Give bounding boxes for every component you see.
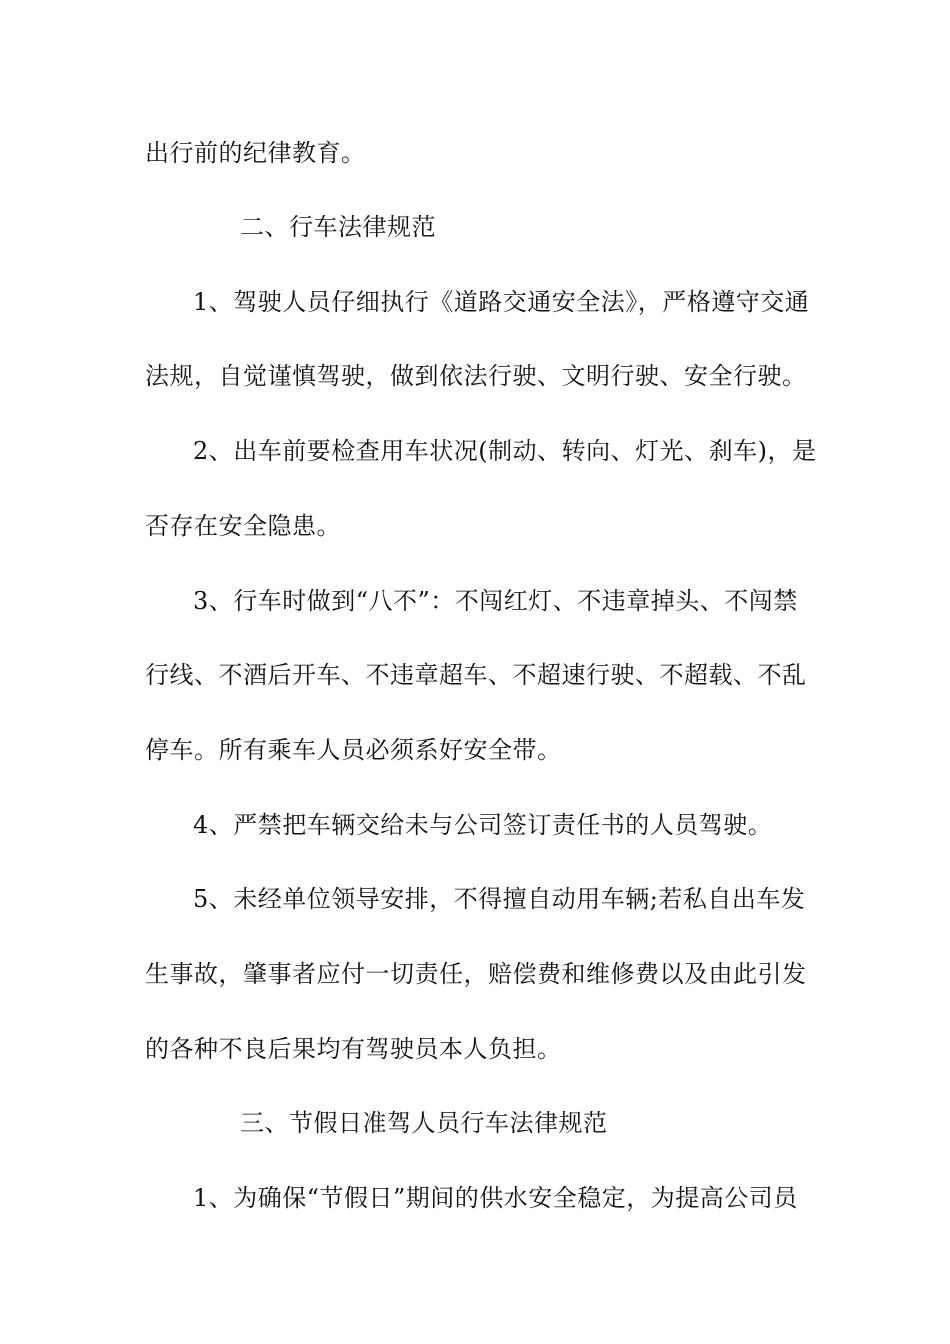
paragraph-line: 1、为确保“节假日”期间的供水安全稳定，为提高公司员 (193, 1184, 798, 1212)
section-heading: 二、行车法律规范 (240, 213, 436, 241)
paragraph-line: 1、驾驶人员仔细执行《道路交通安全法》，严格遵守交通 (193, 288, 810, 316)
paragraph-line: 2、出车前要检查用车状况(制动、转向、灯光、刹车)，是 (193, 437, 817, 465)
paragraph-line: 停车。所有乘车人员必须系好安全带。 (145, 736, 562, 764)
section-heading: 三、节假日准驾人员行车法律规范 (240, 1109, 608, 1137)
paragraph-line: 3、行车时做到“八不”：不闯红灯、不违章掉头、不闯禁 (193, 587, 798, 615)
paragraph-line: 的各种不良后果均有驾驶员本人负担。 (145, 1035, 562, 1063)
paragraph-line: 行线、不酒后开车、不违章超车、不超速行驶、不超载、不乱 (145, 661, 807, 689)
paragraph-line: 4、严禁把车辆交给未与公司签订责任书的人员驾驶。 (193, 811, 773, 839)
paragraph-line: 出行前的纪律教育。 (145, 139, 366, 167)
paragraph-line: 5、未经单位领导安排，不得擅自动用车辆;若私自出车发 (193, 885, 806, 913)
paragraph-line: 法规，自觉谨慎驾驶，做到依法行驶、文明行驶、安全行驶。 (145, 362, 807, 390)
paragraph-line: 否存在安全隐患。 (145, 512, 341, 540)
paragraph-line: 生事故，肇事者应付一切责任，赔偿费和维修费以及由此引发 (145, 960, 807, 988)
